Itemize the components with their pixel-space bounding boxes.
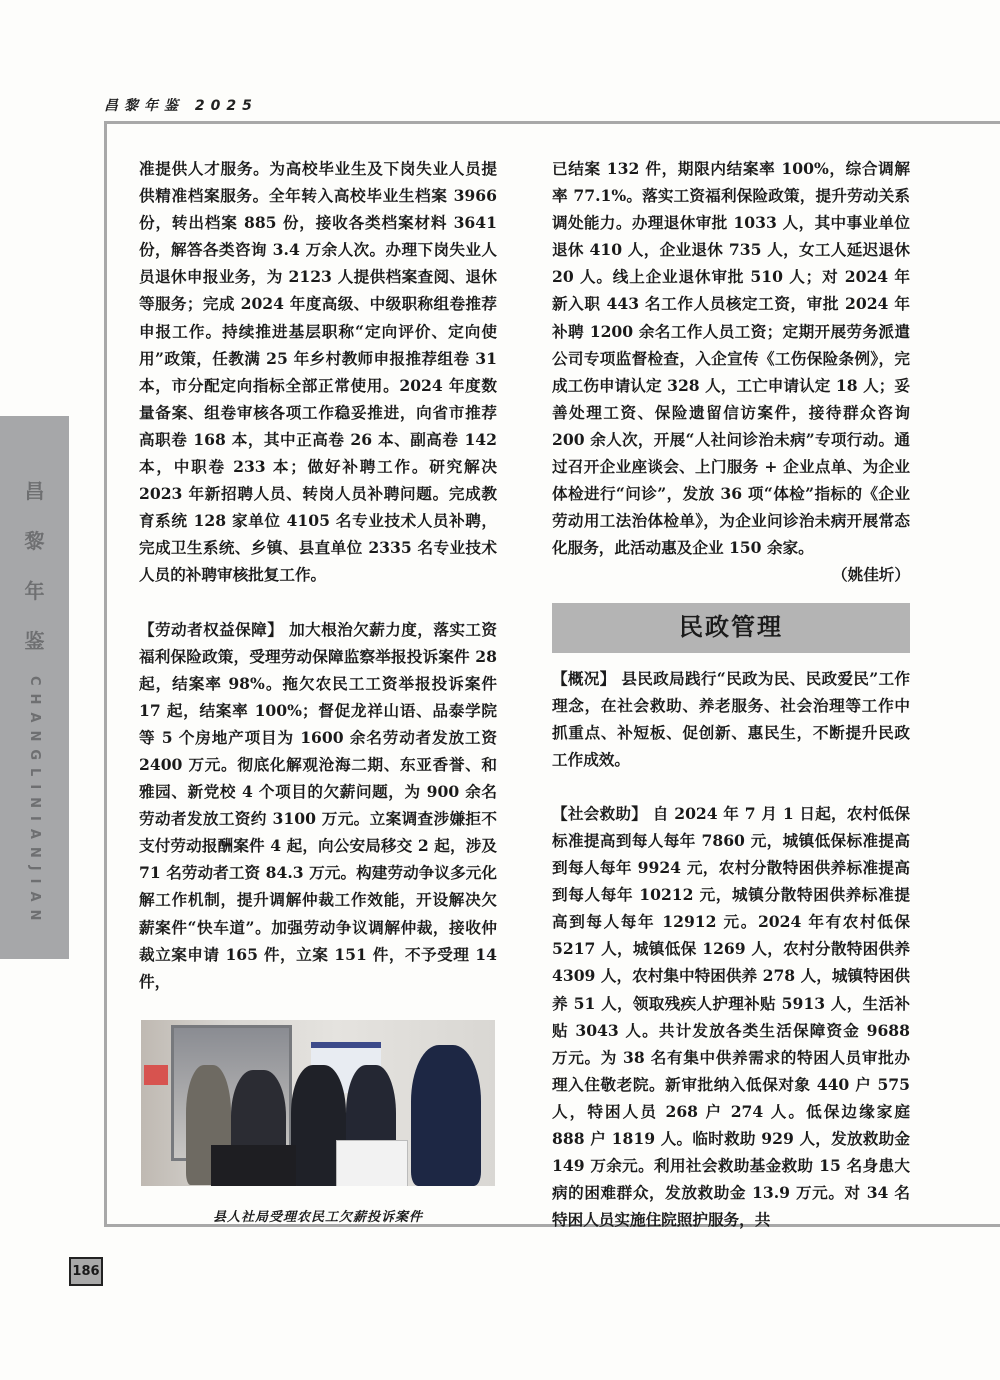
side-tab-char: 昌 xyxy=(24,479,45,503)
side-tab xyxy=(0,416,69,959)
photo-sign xyxy=(144,1065,168,1085)
paragraph xyxy=(139,155,497,589)
side-tab-pinyin: CHANGLINIANJIAN xyxy=(27,676,42,929)
paragraph-text: 已结案 132 件，期限内结案率 100%，综合调解率 77.1%。落实工资福利保险政策，提升劳动关系调处能力。办理退休审批 1033 人，其中事业单位退休 410 人，企业退休 735 人，女工人延迟退休 20 人。线上企业退休审批 510 人；对 2024 年新入职 443 名工作人员核定工资，审批 2024 年补聘 1200 余名工作人员工资；定期开展劳务派遣公司专项监督检查，入企宣传《工伤保险条例》，完成工伤申请认定 328 人，工亡申请认定 18 人；妥善处理工资、保险遗留信访案件，接待群众咨询 200 余人次，开展“人社问诊治未病”专项行动。通过召开企业座谈会、上门服务 + 企业点单、为企业体检进行“问诊”，发放 36 项“体检”指标的《企业劳动用工法治体检单》，为企业问诊治未病开展常态化服务，此活动惠及企业 150 余家。 xyxy=(552,159,910,558)
photo xyxy=(141,1020,495,1186)
paragraph-lead: 【劳动者权益保障】 xyxy=(139,619,284,639)
paragraph-text: 县民政局践行“民政为民、民政爱民”工作理念，在社会救助、养老服务、社会治理等工作中抓重点、补短板、促创新、惠民生，不断提升民政工作成效。 xyxy=(552,668,910,769)
page-number: 186 xyxy=(69,1257,103,1286)
right-column xyxy=(552,155,910,1233)
left-column xyxy=(139,155,497,995)
author-credit: （姚佳圻） xyxy=(832,565,910,585)
side-tab-char: 鉴 xyxy=(24,629,45,653)
photo-printer xyxy=(336,1140,408,1186)
paragraph-lead: 【概况】 xyxy=(552,668,616,688)
running-header: 昌黎年鉴 2025 xyxy=(104,98,258,114)
paragraph-lead: 【社会救助】 xyxy=(552,803,648,823)
side-tab-char: 年 xyxy=(24,579,45,603)
paragraph-text: 准提供人才服务。为高校毕业生及下岗失业人员提供精准档案服务。全年转入高校毕业生档案 3966 份，转出档案 885 份，接收各类档案材料 3641 份，解答各类咨询 3.4 万余人次。办理下岗失业人员退休申报业务，为 2123 人提供档案查阅、退休等服务；完成 2024 年度高级、中级职称组卷推荐申报工作。持续推进基层职称“定向评价、定向使用”政策，任教满 25 年乡村教师申报推荐组卷 31 本，市分配定向指标全部正常使用。2024 年度数量备案、组卷审核各项工作稳妥推进，向省市推荐高职卷 168 本，其中正高卷 26 本、副高卷 142 本，中职卷 233 本；做好补聘工作。研究解决 2023 年新招聘人员、转岗人员补聘问题。完成教育系统 128 家单位 4105 名专业技术人员补聘，完成卫生系统、乡镇、县直单位 2335 名专业技术人员的补聘审核批复工作。 xyxy=(139,159,497,585)
paragraph xyxy=(139,616,497,995)
section-title: 民政管理 xyxy=(552,603,910,653)
paragraph xyxy=(552,155,910,561)
paragraph-text: 自 2024 年 7 月 1 日起，农村低保标准提高到每人每年 7860 元，城镇低保标准提高到每人每年 9924 元，农村分散特困供养标准提高到每人每年 10212 元，城镇分散特困供养标准提高到每人每年 12912 元。2024 年有农村低保 5217 人，城镇低保 1269 人，农村分散特困供养 4309 人，农村集中特困供养 278 人，城镇特困供养 51 人，领取残疾人护理补贴 5913 人，生活补贴 3043 人。共计发放各类生活保障资金 9688 万元。为 38 名有集中供养需求的特困人员审批办理入住敬老院。新审批纳入低保对象 440 户 575 人，特困人员 268 户 274 人。低保边缘家庭 888 户 1819 人。临时救助 929 人，发放救助金 149 万余元。利用社会救助基金救助 15 名身患大病的困难群众，发放救助金 13.9 万元。对 34 名特困人员实施住院照护服务，共 xyxy=(552,803,910,1230)
photo-monitor xyxy=(211,1145,296,1186)
photo-person xyxy=(411,1045,481,1186)
paragraph xyxy=(552,665,910,773)
paragraph-text: 加大根治欠薪力度，落实工资福利保险政策，受理劳动保障监察举报投诉案件 28 起，结案率 98%。拖欠农民工工资举报投诉案件 17 起，结案率 100%；督促龙祥山语、品泰学院等 5 个房地产项目为 1600 余名劳动者发放工资 2400 万元。彻底化解观沧海二期、东亚香誉、和雅园、新党校 4 个项目的欠薪问题，为 900 余名劳动者发放工资约 3100 万元。立案调查涉嫌拒不支付劳动报酬案件 4 起，向公安局移交 2 起，涉及 71 名劳动者工资 84.3 万元。构建劳动争议多元化解工作机制，提升调解仲裁工作效能，开设解决欠薪案件“快车道”。加强劳动争议调解仲裁，接收仲裁立案申请 165 件，立案 151 件，不予受理 14 件， xyxy=(139,619,497,991)
paragraph xyxy=(552,800,910,1234)
side-tab-char: 黎 xyxy=(24,529,45,553)
photo-caption: 县人社局受理农民工欠薪投诉案件 xyxy=(212,1210,423,1225)
